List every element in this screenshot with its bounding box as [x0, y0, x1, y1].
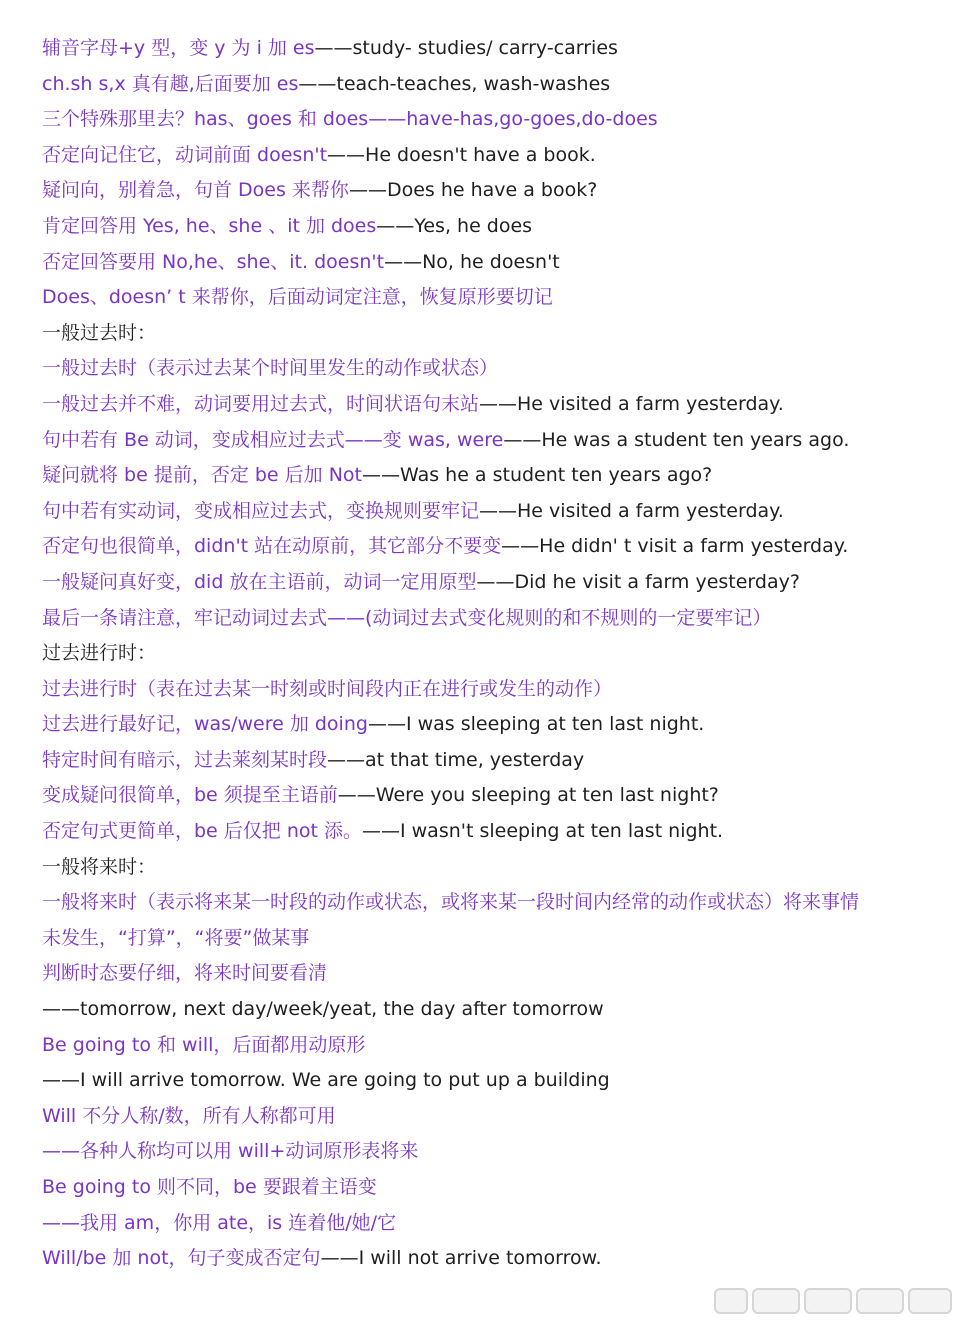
text-segment: Be going to 和 will，后面都用动原形 [42, 1033, 366, 1056]
text-segment: 过去进行时（表在过去某一时刻或时间段内正在进行或发生的动作） [42, 677, 613, 700]
text-line [42, 956, 942, 992]
text-segment: 一般将来时： [42, 855, 157, 878]
text-line [42, 1241, 942, 1277]
text-line [42, 921, 942, 957]
text-segment: ch.sh s,x 真有趣,后面要加 es [42, 72, 299, 95]
text-segment: ——He didn' t visit a farm yesterday. [501, 535, 849, 558]
text-segment: 句中若有实动词，变成相应过去式，变换规则要牢记 [42, 499, 480, 522]
text-line [42, 494, 942, 530]
text-segment: Be going to 则不同，be 要跟着主语变 [42, 1176, 377, 1198]
text-segment: ——teach-teaches, wash-washes [298, 72, 611, 95]
text-segment: ——He doesn't have a book. [327, 143, 596, 166]
text-segment: 辅音字母+y 型，变 y 为 i 加 es [42, 37, 315, 59]
text-line [42, 387, 942, 423]
text-segment: 一般过去并不难，动词要用过去式，时间状语句末站 [42, 392, 480, 415]
text-segment: ——Was he a student ten years ago? [362, 464, 713, 487]
text-line [42, 209, 942, 245]
text-segment: ——I will arrive tomorrow. We are going to put up a building [42, 1069, 610, 1092]
text-segment: ——Did he visit a farm yesterday? [476, 570, 800, 593]
text-line [42, 850, 942, 886]
text-segment: ——He was a student ten years ago. [503, 428, 850, 451]
text-line [42, 601, 942, 637]
text-segment: 一般疑问真好变，did 放在主语前，动词一定用原型 [42, 570, 477, 593]
text-line [42, 814, 942, 850]
text-line [42, 458, 942, 494]
text-line [42, 173, 942, 209]
text-line [42, 1099, 942, 1135]
text-line [42, 1206, 942, 1242]
text-segment: 最后一条请注意，牢记动词过去式——(动词过去式变化规则的和不规则的一定要牢记） [42, 606, 772, 629]
text-segment: 否定句也很简单，didn't 站在动原前，其它部分不要变 [42, 535, 502, 558]
text-segment: 未发生，“打算”，“将要”做某事 [42, 926, 310, 949]
text-segment: ——at that time, yesterday [327, 748, 585, 771]
text-line [42, 565, 942, 601]
text-line [42, 885, 942, 921]
text-segment: 过去进行最好记，was/were 加 doing [42, 713, 368, 736]
text-line [42, 138, 942, 174]
text-segment: 过去进行时： [42, 642, 157, 665]
text-segment: 三个特殊那里去？has、goes 和 does——have-has,go-goes,do-does [42, 108, 658, 131]
text-line [42, 102, 942, 138]
text-line [42, 707, 942, 743]
text-segment: 否定句式更简单，be 后仅把 not 添。 [42, 820, 362, 843]
text-segment: ——He visited a farm yesterday. [479, 392, 784, 415]
text-segment: ——我用 am，你用 ate，is 连着他/她/它 [42, 1211, 397, 1234]
text-segment: ——He visited a farm yesterday. [479, 499, 784, 522]
text-line [42, 743, 942, 779]
text-line [42, 67, 942, 103]
text-segment: Does、doesn’ t 来帮你，后面动词定注意，恢复原形要切记 [42, 286, 553, 309]
text-segment: ——Were you sleeping at ten last night? [337, 784, 719, 807]
text-line [42, 316, 942, 352]
text-segment: Will/be 加 not，句子变成否定句 [42, 1247, 321, 1270]
text-line [42, 636, 942, 672]
text-segment: 一般将来时（表示将来某一时段的动作或状态，或将来某一段时间内经常的动作或状态）将来事情 [42, 891, 860, 914]
text-segment: ——study- studies/ carry-carries [314, 37, 618, 59]
text-line [42, 31, 942, 67]
text-line [42, 1063, 942, 1099]
text-segment: 句中若有 Be 动词，变成相应过去式——变 was, were [42, 428, 504, 451]
text-line [42, 423, 942, 459]
text-segment: 判断时态要仔细，将来时间要看清 [42, 962, 328, 985]
text-segment: Will 不分人称/数，所有人称都可用 [42, 1104, 336, 1127]
document-body [42, 31, 942, 1277]
text-segment: 一般过去时（表示过去某个时间里发生的动作或状态） [42, 357, 499, 380]
text-line [42, 1170, 942, 1206]
text-line [42, 778, 942, 814]
text-line [42, 1028, 942, 1064]
text-segment: ——I wasn't sleeping at ten last night. [362, 820, 724, 843]
text-segment: ——各种人称均可以用 will+动词原形表将来 [42, 1140, 419, 1163]
text-line [42, 529, 942, 565]
text-line [42, 672, 942, 708]
text-segment: ——Yes, he does [376, 214, 533, 237]
text-segment: ——No, he doesn't [384, 250, 560, 273]
text-segment: ——I was sleeping at ten last night. [367, 713, 705, 736]
text-segment: ——I will not arrive tomorrow. [320, 1247, 602, 1270]
text-line [42, 1134, 942, 1170]
text-segment: 疑问向，别着急，句首 Does 来帮你 [42, 179, 349, 202]
text-segment: ——Does he have a book? [348, 179, 598, 202]
text-segment: 一般过去时： [42, 321, 157, 344]
watermark-logo [714, 1284, 950, 1312]
text-segment: 否定向记住它，动词前面 doesn't [42, 143, 328, 166]
text-segment: 疑问就将 be 提前，否定 be 后加 Not [42, 464, 362, 487]
text-segment: 特定时间有暗示，过去莱刻某时段 [42, 748, 328, 771]
text-segment: 否定回答要用 No,he、she、it. doesn't [42, 250, 385, 273]
text-segment: 肯定回答用 Yes, he、she 、it 加 does [42, 214, 377, 237]
text-segment: ——tomorrow, next day/week/yeat, the day after tomorrow [42, 998, 604, 1021]
text-segment: 变成疑问很简单，be 须提至主语前 [42, 784, 338, 807]
text-line [42, 351, 942, 387]
text-line [42, 280, 942, 316]
text-line [42, 992, 942, 1028]
text-line [42, 245, 942, 281]
